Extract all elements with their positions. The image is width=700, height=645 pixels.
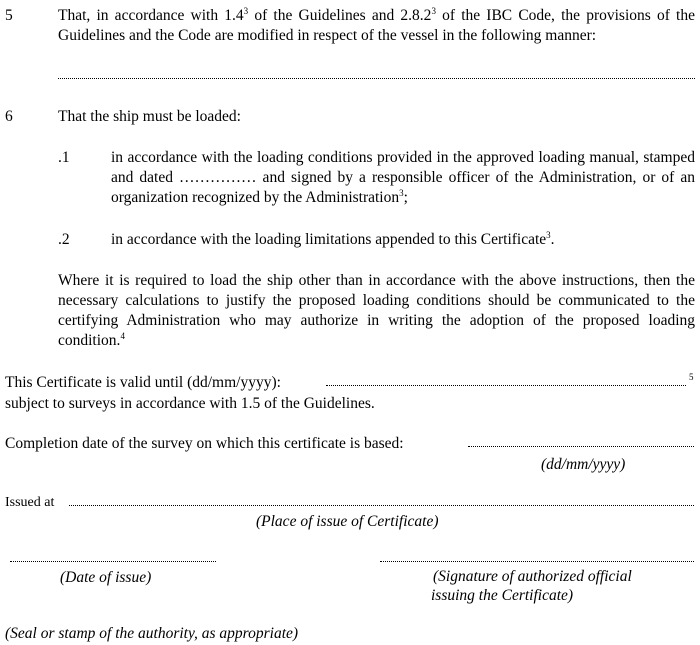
signature-caption-line2: issuing the Certificate) bbox=[431, 587, 574, 604]
item-1-text: in accordance with the loading conditions provided in the approved loading manual, stamped and dated …………… and signed by a responsible officer of the Administration, or of an organization recognized by the Administration$^3$; bbox=[111, 149, 695, 206]
item-2-text: in accordance with the loading limitations appended to this Certificate$^3$. bbox=[111, 229, 555, 248]
issued-caption: (Place of issue of Certificate) bbox=[256, 513, 439, 530]
validity-date-line[interactable] bbox=[326, 385, 686, 386]
date-of-issue-line[interactable] bbox=[10, 561, 216, 562]
item-1-number: .1 bbox=[58, 149, 70, 166]
section-6-closing: Where it is required to load the ship other than in accordance with the above instructions, then the necessary calculations to justify the proposed loading conditions should be communicated to the certifying Administration who may authorize in writing the adoption of the proposed loading condition.$^4$ bbox=[58, 272, 695, 349]
completion-date-line[interactable] bbox=[468, 446, 694, 447]
seal-caption: (Seal or stamp of the authority, as appropriate) bbox=[5, 625, 299, 642]
completion-format: (dd/mm/yyyy) bbox=[541, 456, 626, 473]
item-2-number: .2 bbox=[58, 231, 70, 248]
date-caption: (Date of issue) bbox=[60, 569, 152, 586]
validity-footnote: 5 bbox=[689, 372, 694, 382]
completion-label: Completion date of the survey on which this certificate is based: bbox=[5, 435, 404, 452]
issued-label: Issued at bbox=[5, 495, 55, 510]
signature-line[interactable] bbox=[380, 561, 694, 562]
validity-label: This Certificate is valid until (dd/mm/yyyy): bbox=[5, 374, 281, 391]
validity-subject: subject to surveys in accordance with 1.5 of the Guidelines. bbox=[5, 395, 375, 412]
section-6-intro: That the ship must be loaded: bbox=[58, 108, 241, 125]
signature-caption-line1: (Signature of authorized official bbox=[433, 568, 632, 585]
section-6-number: 6 bbox=[5, 108, 13, 125]
section-5-number: 5 bbox=[5, 7, 13, 24]
section-5-text: That, in accordance with $1.4^3$ of the Guidelines and 2.8.2$^3$ of the IBC Code, the provisions of the Guidelines and the Code are modified in respect of the vessel in the following manner: bbox=[58, 5, 695, 44]
issued-place-line[interactable] bbox=[69, 505, 694, 506]
section-5-fill-line[interactable] bbox=[58, 78, 695, 79]
